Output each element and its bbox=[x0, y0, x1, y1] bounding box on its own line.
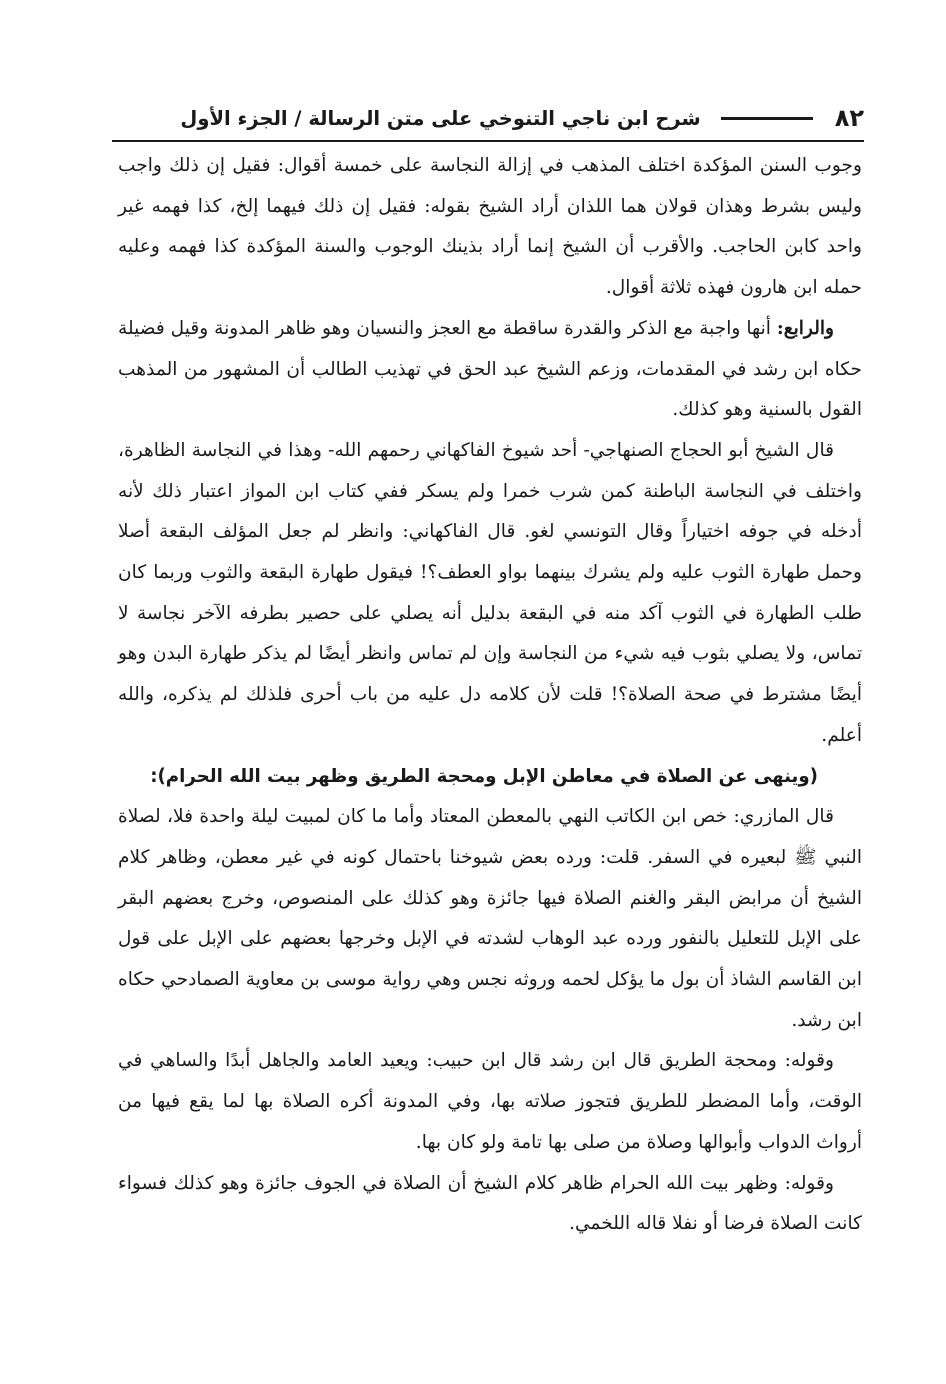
header-dash-rule bbox=[721, 117, 813, 120]
paragraph-4 bbox=[118, 797, 862, 1041]
running-title: شرح ابن ناجي التنوخي على متن الرسالة / الجزء الأول bbox=[180, 106, 701, 130]
paragraph-1 bbox=[118, 146, 862, 309]
paragraph-5 bbox=[118, 1041, 862, 1163]
section-heading: (وينهى عن الصلاة في معاطن الإبل ومحجة الطريق وظهر بيت الله الحرام): bbox=[150, 765, 818, 787]
running-header bbox=[112, 96, 864, 142]
paragraph-6-text: وقوله: وظهر بيت الله الحرام ظاهر كلام الشيخ أن الصلاة في الجوف جائزة وهو كذلك فسواء كانت الصلاة فرضا أو نفلا قاله اللخمي. bbox=[118, 1172, 862, 1235]
paragraph-2-lead: والرابع: bbox=[776, 317, 834, 339]
page-number: ٨٢ bbox=[834, 104, 864, 132]
paragraph-3 bbox=[118, 431, 862, 757]
paragraph-1-text: وجوب السنن المؤكدة اختلف المذهب في إزالة النجاسة على خمسة أقوال: فقيل إن ذلك واجب وليس بشرط وهذان قولان هما اللذان أراد الشيخ بقوله: فقيل إن ذلك فيهما إلخ، كذا فهمه غير واحد كابن الحاجب. والأقرب أن الشيخ إنما أراد بذينك الوجوب والسنة المؤكدة كذا فهمه وعليه حمله ابن هارون فهذه ثلاثة أقوال. bbox=[118, 155, 862, 299]
paragraph-3-text: قال الشيخ أبو الحجاج الصنهاجي- أحد شيوخ الفاكهاني رحمهم الله- وهذا في النجاسة الظاهرة، واختلف في النجاسة الباطنة كمن شرب خمرا ولم يسكر ففي كتاب ابن المواز اعتبار ذلك لأنه أدخله في جوفه اختياراً وقال التونسي لغو. قال الفاكهاني: وانظر لم جعل المؤلف البقعة أصلا وحمل طهارة الثوب عليه ولم يشرك بينهما بواو العطف؟! فيقول طهارة البقعة والثوب وربما كان طلب الطهارة في الثوب آكد منه في البقعة بدليل أنه يصلي على حصير بطرفه الآخر نجاسة لا تماس، ولا يصلي بثوب فيه شيء من النجاسة وإن لم تماس وانظر أيضًا لم يذكر طهارة البدن وهو أيضًا مشترط في صحة الصلاة؟! قلت لأن كلامه دل عليه من باب أحرى فلذلك لم يذكره، والله أعلم. bbox=[118, 439, 862, 746]
body-text bbox=[118, 146, 862, 1245]
paragraph-5-text: وقوله: ومحجة الطريق قال ابن رشد قال ابن حبيب: ويعيد العامد والجاهل أبدًا والساهي في الوقت، وأما المضطر للطريق فتجوز صلاته بها، وفي المدونة أكره الصلاة بها لما يقع فيها من أرواث الدواب وأبوالها وصلاة من صلى بها تامة ولو كان بها. bbox=[118, 1050, 862, 1153]
paragraph-2 bbox=[118, 309, 862, 431]
paragraph-6 bbox=[118, 1164, 862, 1245]
paragraph-2-text: أنها واجبة مع الذكر والقدرة ساقطة مع العجز والنسيان وهو ظاهر المدونة وقيل فضيلة حكاه ابن رشد في المقدمات، وزعم الشيخ عبد الحق في تهذيب الطالب أن المشهور من المذهب القول بالسنية وهو كذلك. bbox=[118, 317, 862, 421]
paragraph-4-text: قال المازري: خص ابن الكاتب النهي بالمعطن المعتاد وأما ما كان لمبيت ليلة واحدة فلا، لصلاة النبي ﷺ لبعيره في السفر. قلت: ورده بعض شيوخنا باحتمال كونه في غير معطن، وظاهر كلام الشيخ أن مرابض البقر والغنم الصلاة فيها جائزة وهو كذلك على المنصوص، وخرج بعضهم البقر على الإبل للتعليل بالنفور ورده عبد الوهاب لشدته في الإبل وخرجها بعضهم على الإبل على قول ابن القاسم الشاذ أن بول ما يؤكل لحمه وروثه نجس وهي رواية موسى بن معاوية الصمادحي حكاه ابن رشد. bbox=[118, 806, 862, 1031]
